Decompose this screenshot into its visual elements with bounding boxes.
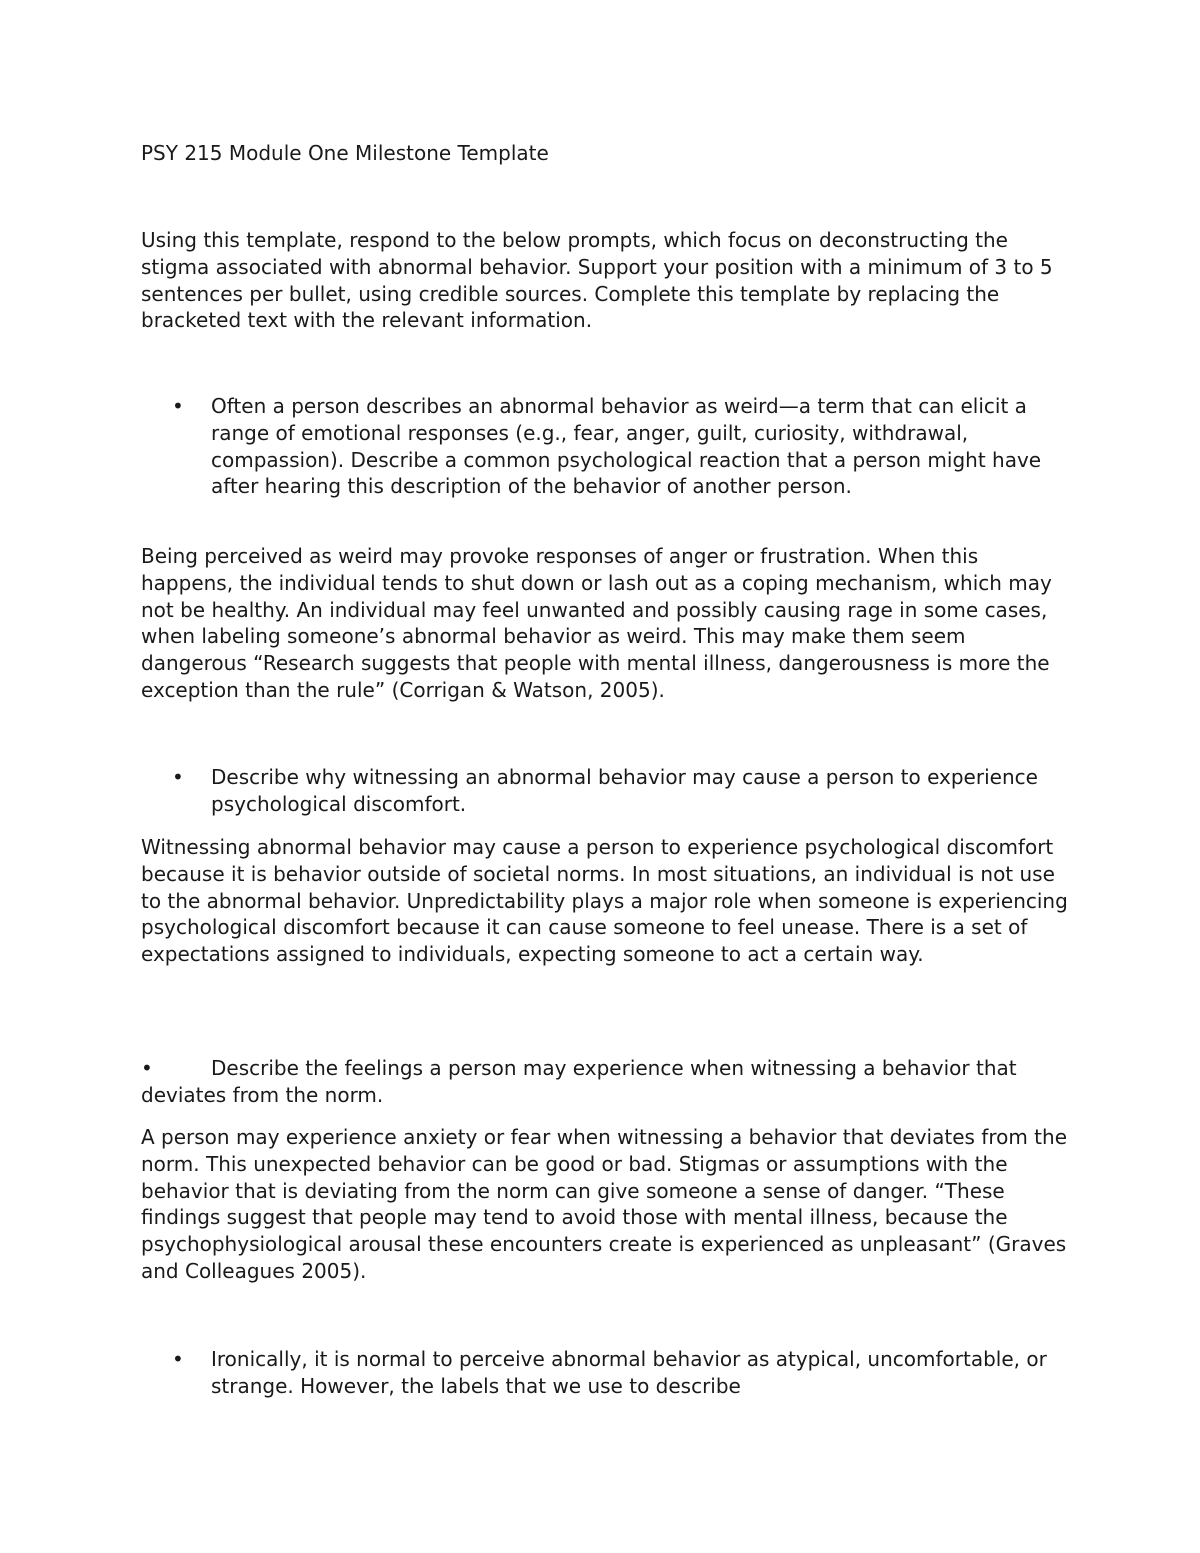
answer-paragraph-2: Witnessing abnormal behavior may cause a person to experience psychological discomfort because it is behavior outside of societal norms. In most situations, an individual is not use to the abnormal behavior. Unpredictability plays a major role when someone is experiencing psychological discomfort because it can cause someone to feel unease. There is a set of expectations assigned to individuals, expecting someone to act a certain way. (141, 835, 1068, 967)
bullet-icon: • (172, 394, 184, 418)
answer-paragraph-3: A person may experience anxiety or fear when witnessing a behavior that deviates from the norm. This unexpected behavior can be good or bad. Stigmas or assumptions with the behavior that is deviating from the norm can give someone a sense of danger. “These findings suggest that people may tend to avoid those with mental illness, because the psychophysiological arousal these encounters create is experienced as unpleasant” (Graves and Colleagues 2005). (141, 1125, 1068, 1283)
prompt-text-1: Often a person describes an abnormal behavior as weird—a term that can elicit a range of emotional responses (e.g., fear, anger, guilt, curiosity, withdrawal, compassion). Describe a common psychological reaction that a person might have after hearing this description of the behavior of another person. (211, 394, 1042, 499)
prompt-text-4: Ironically, it is normal to perceive abnormal behavior as atypical, uncomfortable, or strange. However, the labels that we use to describe (211, 1347, 1047, 1398)
bullet-icon: • (172, 1347, 184, 1371)
prompt-bullet-3 (141, 1055, 1071, 1109)
prompt-text-2: Describe why witnessing an abnormal behavior may cause a person to experience psychological discomfort. (211, 765, 1038, 816)
document-title: PSY 215 Module One Milestone Template (141, 141, 549, 165)
prompt-text-3: Describe the feelings a person may experience when witnessing a behavior that deviates from the norm. (141, 1056, 1017, 1107)
answer-paragraph-1: Being perceived as weird may provoke responses of anger or frustration. When this happens, the individual tends to shut down or lash out as a coping mechanism, which may not be healthy. An individual may feel unwanted and possibly causing rage in some cases, when labeling someone’s abnormal behavior as weird. This may make them seem dangerous “Research suggests that people with mental illness, dangerousness is more the exception than the rule” (Corrigan & Watson, 2005). (141, 544, 1052, 702)
intro-paragraph: Using this template, respond to the below prompts, which focus on deconstructing the stigma associated with abnormal behavior. Support your position with a minimum of 3 to 5 sentences per bullet, using credible sources. Complete this template by replacing the bracketed text with the relevant information. (141, 228, 1053, 333)
bullet-icon: • (172, 765, 184, 789)
bullet-icon: • (141, 1056, 153, 1080)
